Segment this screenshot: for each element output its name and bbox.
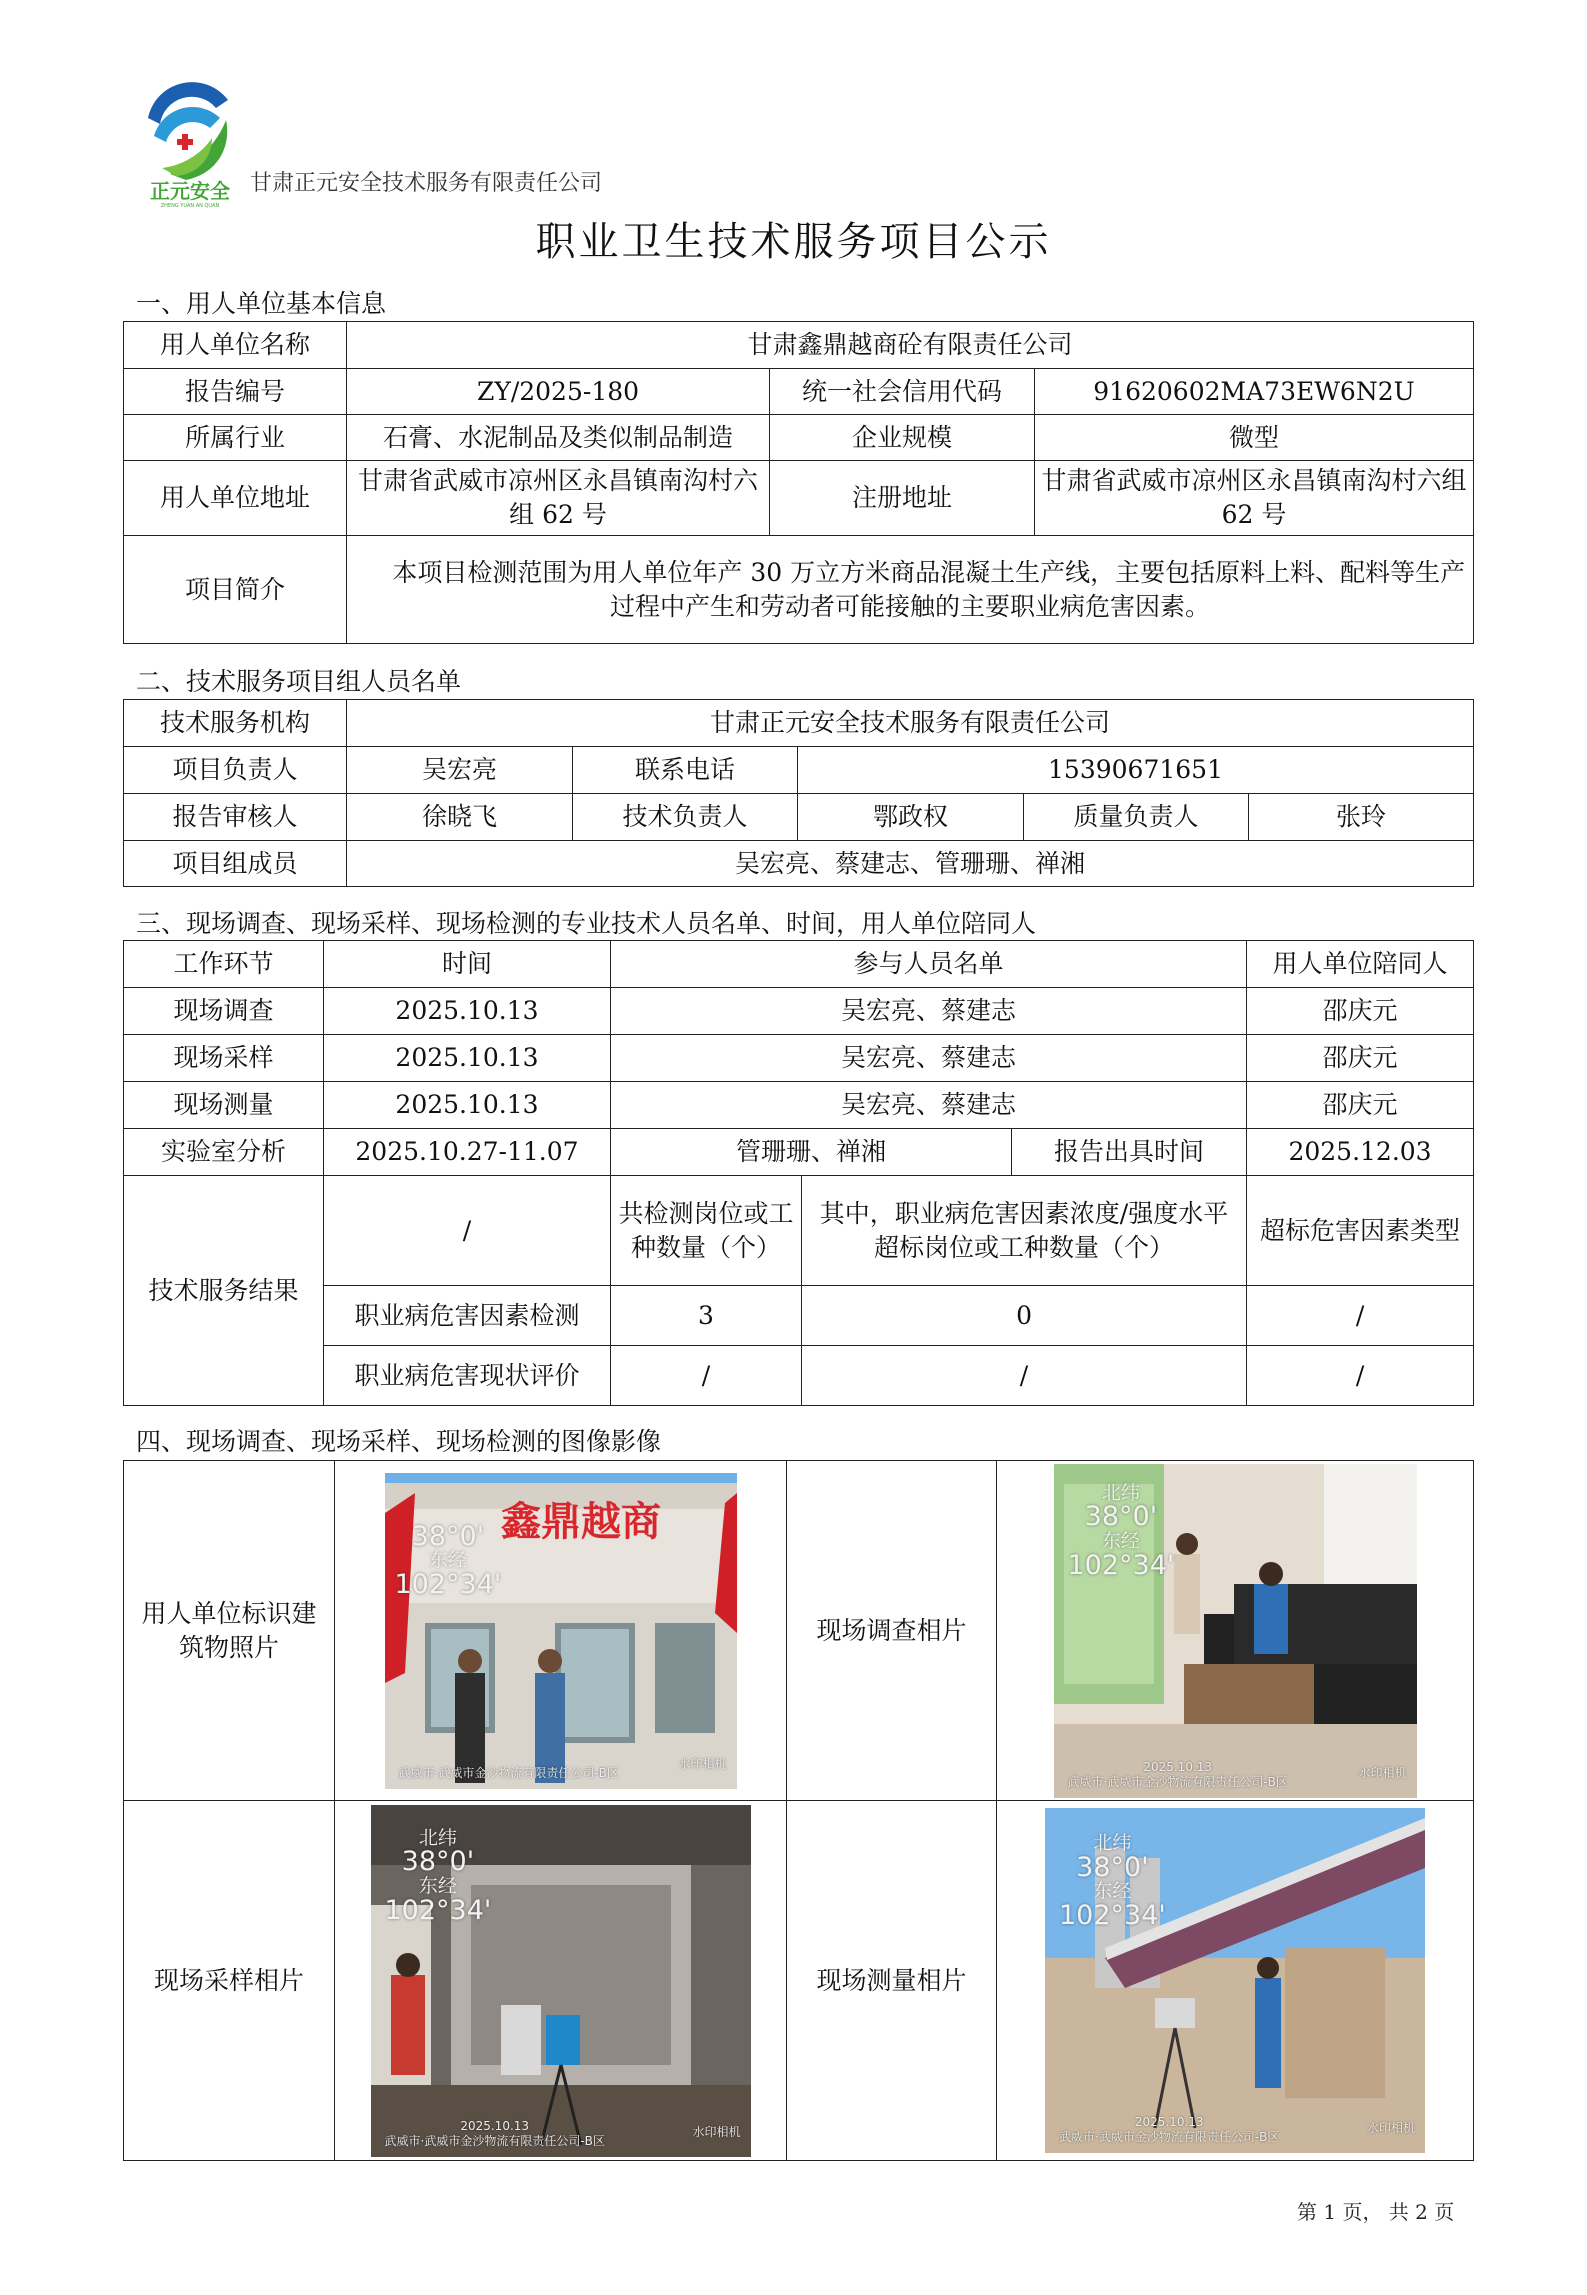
svg-text:正元安全: 正元安全 <box>150 179 230 203</box>
header-people: 参与人员名单 <box>611 941 1247 988</box>
result-row2-count: / <box>611 1346 802 1406</box>
scale-value: 微型 <box>1035 415 1474 461</box>
report-no-value: ZY/2025-180 <box>347 369 770 415</box>
result-col-count: 共检测岗位或工种数量（个） <box>611 1176 802 1286</box>
row-people: 吴宏亮、蔡建志 <box>611 988 1247 1035</box>
lab-stage: 实验室分析 <box>124 1129 324 1176</box>
row-time: 2025.10.13 <box>324 1082 611 1129</box>
watermark-app: 水印相机 <box>1366 2121 1415 2135</box>
result-slash: / <box>324 1176 611 1286</box>
employer-label: 用人单位名称 <box>124 322 347 369</box>
members-value: 吴宏亮、蔡建志、管珊珊、禅湘 <box>347 841 1474 887</box>
row-stage: 现场调查 <box>124 988 324 1035</box>
sign-text: 鑫鼎越商 <box>500 1497 661 1545</box>
org-value: 甘肃正元安全技术服务有限责任公司 <box>347 700 1474 747</box>
table-row <box>124 1129 1474 1176</box>
result-col-exceed: 其中，职业病危害因素浓度/强度水平超标岗位或工种数量（个） <box>802 1176 1247 1286</box>
row-companion: 邵庆元 <box>1247 1082 1474 1129</box>
table-row <box>124 1035 1474 1082</box>
result-row2-type: / <box>1247 1346 1474 1406</box>
reviewer-label: 报告审核人 <box>124 794 347 841</box>
lab-time: 2025.10.27-11.07 <box>324 1129 611 1176</box>
fieldwork-table <box>123 940 1474 1406</box>
watermark-date: 2025.10.13 <box>1134 2115 1204 2129</box>
org-label: 技术服务机构 <box>124 700 347 747</box>
photo-label-survey: 现场调查相片 <box>787 1461 997 1801</box>
employer-value: 甘肃鑫鼎越商砼有限责任公司 <box>347 322 1474 369</box>
address-label: 用人单位地址 <box>124 461 347 536</box>
latitude-label: 北纬 <box>1101 1481 1140 1504</box>
credit-code-value: 91620602MA73EW6N2U <box>1035 369 1474 415</box>
quality-label: 质量负责人 <box>1024 794 1249 841</box>
company-logo-icon <box>140 78 240 208</box>
photo-table <box>123 1460 1474 2161</box>
address-value: 甘肃省武威市凉州区永昌镇南沟村六组 62 号 <box>347 461 770 536</box>
tech-label: 技术负责人 <box>573 794 798 841</box>
latitude-value: 38°0' <box>411 1520 485 1552</box>
page-number: 第 1 页， 共 2 页 <box>1297 2200 1455 2224</box>
header-stage: 工作环节 <box>124 941 324 988</box>
leader-label: 项目负责人 <box>124 747 347 794</box>
row-companion: 邵庆元 <box>1247 988 1474 1035</box>
latitude-label: 北纬 <box>1093 1832 1132 1854</box>
result-row2-name: 职业病危害现状评价 <box>324 1346 611 1406</box>
longitude-value: 102°34' <box>1067 1549 1175 1581</box>
result-row1-exceed: 0 <box>802 1286 1247 1346</box>
longitude-value: 102°34' <box>1059 1900 1166 1932</box>
section4-heading: 四、现场调查、现场采样、现场检测的图像影像 <box>136 1427 662 1456</box>
table-row <box>124 988 1474 1035</box>
row-time: 2025.10.13 <box>324 988 611 1035</box>
watermark <box>1067 1481 1175 1581</box>
row-companion: 邵庆元 <box>1247 1035 1474 1082</box>
longitude-value: 102°34' <box>394 1568 502 1600</box>
watermark-date: 2025.10.13 <box>460 2118 530 2133</box>
phone-value: 15390671651 <box>798 747 1474 794</box>
header-time: 时间 <box>324 941 611 988</box>
industry-value: 石膏、水泥制品及类似制品制造 <box>347 415 770 461</box>
table-row <box>124 1082 1474 1129</box>
report-no-label: 报告编号 <box>124 369 347 415</box>
watermark <box>394 1520 502 1600</box>
row-stage: 现场采样 <box>124 1035 324 1082</box>
credit-code-label: 统一社会信用代码 <box>770 369 1035 415</box>
watermark-place: 武威市·武威市金沙物流有限责任公司-B区 <box>1059 2130 1280 2144</box>
watermark-date: 2025.10.13 <box>1143 1759 1213 1774</box>
page-title: 职业卫生技术服务项目公示 <box>535 219 1052 265</box>
latitude-value: 38°0' <box>1076 1851 1149 1883</box>
result-row1-count: 3 <box>611 1286 802 1346</box>
photo-label-measure: 现场测量相片 <box>787 1801 997 2161</box>
scale-label: 企业规模 <box>770 415 1035 461</box>
industry-label: 所属行业 <box>124 415 347 461</box>
building-photo <box>385 1473 737 1789</box>
section3-heading: 三、现场调查、现场采样、现场检测的专业技术人员名单、时间，用人单位陪同人 <box>136 909 1037 938</box>
company-name: 甘肃正元安全技术服务有限责任公司 <box>250 171 603 196</box>
leader-value: 吴宏亮 <box>347 747 573 794</box>
members-label: 项目组成员 <box>124 841 347 887</box>
watermark-footer <box>385 2119 605 2149</box>
svg-text:ZHENG YUAN AN QUAN: ZHENG YUAN AN QUAN <box>160 203 220 208</box>
result-row1-name: 职业病危害因素检测 <box>324 1286 611 1346</box>
row-people: 吴宏亮、蔡建志 <box>611 1082 1247 1129</box>
watermark <box>1059 1834 1166 1931</box>
watermark-app: 水印相机 <box>1358 1765 1407 1780</box>
longitude-label: 东经 <box>418 1874 457 1897</box>
row-stage: 现场测量 <box>124 1082 324 1129</box>
latitude-value: 38°0' <box>401 1846 475 1878</box>
quality-value: 张玲 <box>1249 794 1474 841</box>
letterhead <box>140 78 740 208</box>
result-row2-exceed: / <box>802 1346 1247 1406</box>
row-time: 2025.10.13 <box>324 1035 611 1082</box>
longitude-label: 东经 <box>428 1548 467 1571</box>
watermark-place: 武威市·武威市金沙物流有限责任公司-B区 <box>398 1765 619 1780</box>
sampling-photo <box>371 1805 751 2157</box>
latitude-value: 38°0' <box>1084 1501 1158 1533</box>
longitude-value: 102°34' <box>384 1894 492 1926</box>
watermark-app: 水印相机 <box>692 2124 741 2139</box>
employer-info-table <box>123 321 1474 644</box>
reviewer-value: 徐晓飞 <box>347 794 573 841</box>
watermark-app: 水印相机 <box>678 1756 727 1771</box>
photo-label-sampling: 现场采样相片 <box>124 1801 335 2161</box>
watermark-footer <box>1068 1760 1288 1790</box>
result-row1-type: / <box>1247 1286 1474 1346</box>
lab-people: 管珊珊、禅湘 <box>611 1129 1012 1176</box>
measure-photo <box>1045 1808 1425 2153</box>
watermark <box>384 1826 492 1926</box>
row-people: 吴宏亮、蔡建志 <box>611 1035 1247 1082</box>
phone-label: 联系电话 <box>573 747 798 794</box>
summary-value: 本项目检测范围为用人单位年产 30 万立方米商品混凝土生产线，主要包括原料上料、配料等生产过程中产生和劳动者可能接触的主要职业病危害因素。 <box>347 536 1474 644</box>
team-table <box>123 699 1474 887</box>
result-col-type: 超标危害因素类型 <box>1247 1176 1474 1286</box>
longitude-label: 东经 <box>1101 1529 1140 1552</box>
watermark-footer <box>1059 2115 1279 2145</box>
tech-value: 鄂政权 <box>798 794 1024 841</box>
header-companion: 用人单位陪同人 <box>1247 941 1474 988</box>
watermark-place: 武威市·武威市金沙物流有限责任公司-B区 <box>384 2133 605 2148</box>
watermark-place: 武威市·武威市金沙物流有限责任公司-B区 <box>1067 1774 1288 1789</box>
latitude-label: 北纬 <box>418 1826 457 1849</box>
section1-heading: 一、用人单位基本信息 <box>136 289 387 318</box>
reg-address-value: 甘肃省武威市凉州区永昌镇南沟村六组 62 号 <box>1035 461 1474 536</box>
reg-address-label: 注册地址 <box>770 461 1035 536</box>
report-time-value: 2025.12.03 <box>1247 1129 1474 1176</box>
section2-heading: 二、技术服务项目组人员名单 <box>136 667 462 696</box>
report-time-label: 报告出具时间 <box>1012 1129 1247 1176</box>
longitude-label: 东经 <box>1093 1880 1132 1903</box>
summary-label: 项目简介 <box>124 536 347 644</box>
photo-label-building: 用人单位标识建筑物照片 <box>124 1461 335 1801</box>
result-label: 技术服务结果 <box>124 1176 324 1406</box>
building-photo-image <box>385 1473 737 1789</box>
survey-photo <box>1054 1464 1417 1798</box>
